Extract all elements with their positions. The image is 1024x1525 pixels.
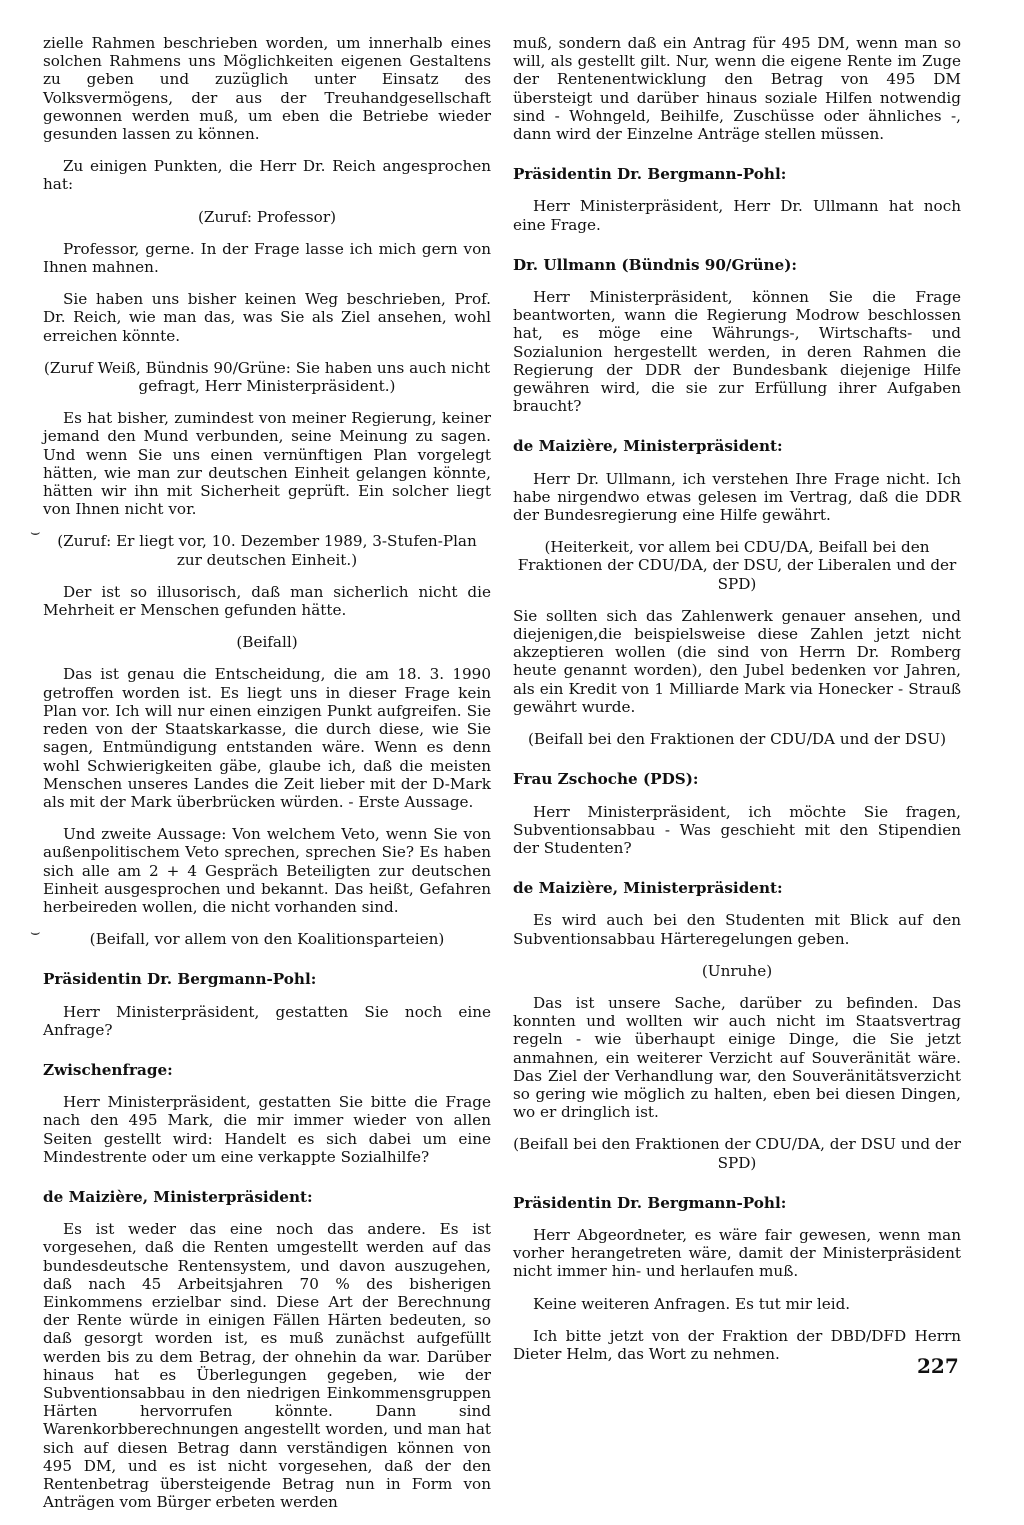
speaker-heading: Zwischenfrage:: [43, 1060, 173, 1079]
speaker-heading: Frau Zschoche (PDS):: [513, 770, 699, 789]
paragraph: Herr Ministerpräsident, gestatten Sie noch eine Anfrage?: [43, 1002, 491, 1039]
speaker-heading: Präsidentin Dr. Bergmann-Pohl:: [513, 1193, 787, 1212]
margin-mark: ⌣: [30, 922, 41, 941]
interjection: (Unruhe): [701, 961, 773, 980]
paragraph: Es ist weder das eine noch das andere. Es ist vorgesehen, daß die Renten umgestellt werden auf das bundesdeutsche Rentensystem, und davon auszugehen, daß nach 45 Arbeitsjahren 70 % des bisherigen Einkommens erzielbar sind. Diese Art der Berechnung der Rente würde in einigen Fällen Härten bedeuten, so daß gesorgt worden ist, es muß zunächst aufgefüllt werden bis zu dem Betrag, der ohnehin da war. Darüber hinaus hat es Überlegungen gegeben, wie der Subventionsabbau in den niedrigen Einkommensgruppen Härten hervorrufen könnte. Dann sind Warenkorbberechnungen angestellt worden, und man hat sich auf diesen Betrag dann verständigen können von 495 DM, und es ist nicht vorgesehen, daß der den Rentenbetrag übersteigende Betrag nun in Form von Anträgen vom Bürger erbeten werden: [43, 1220, 491, 1512]
margin-mark: ⌣: [30, 522, 41, 541]
left-column: [43, 34, 491, 1525]
interjection: (Zuruf: Er liegt vor, 10. Dezember 1989, 3-Stufen-Plan zur deutschen Einheit.): [57, 532, 477, 569]
interjection: (Zuruf: Professor): [197, 207, 336, 226]
paragraph: Ich bitte jetzt von der Fraktion der DBD/DFD Herrn Dieter Helm, das Wort zu nehmen.: [513, 1326, 961, 1363]
paragraph: Zu einigen Punkten, die Herr Dr. Reich angesprochen hat:: [43, 157, 491, 194]
interjection: (Beifall): [236, 633, 298, 652]
page-number: 227: [917, 1354, 959, 1378]
paragraph: muß, sondern daß ein Antrag für 495 DM, wenn man so will, als gestellt gilt. Nur, wenn die eigene Rente im Zuge der Rentenentwicklung den Betrag von 495 DM übersteigt und darüber hinaus soziale Hilfen notwendig sind - Wohngeld, Beihilfe, Zuschüsse oder ähnliches -, dann wird der Einzelne Anträge stellen müssen.: [513, 34, 961, 144]
paragraph: Sie haben uns bisher keinen Weg beschrieben, Prof. Dr. Reich, wie man das, was Sie als Ziel ansehen, wohl erreichen könnte.: [43, 290, 491, 345]
paragraph: Sie sollten sich das Zahlenwerk genauer ansehen, und diejenigen,die beispielsweise diese Zahlen jetzt nicht akzeptieren wollen (die sind von Herrn Dr. Romberg heute genannt worden), den Jubel bedenken vor Jahren, als ein Kredit von 1 Milliarde Mark via Honecker - Strauß gewährt wurde.: [513, 606, 961, 716]
paragraph: Herr Abgeordneter, es wäre fair gewesen, wenn man vorher herangetreten wäre, damit der Ministerpräsident nicht immer hin- und herlaufen muß.: [513, 1225, 961, 1281]
paragraph: Das ist unsere Sache, darüber zu befinden. Das konnten und wollten wir auch nicht im Staatsvertrag regeln - wie überhaupt einige Dinge, die Sie jetzt anmahnen, ein weiterer Verzicht auf Souveränität wäre. Das Ziel der Verhandlung war, den Souveränitätsverzicht so gering wie möglich zu halten, eben bei diesen Dingen, wo er dringlich ist.: [513, 993, 961, 1122]
paragraph: Das ist genau die Entscheidung, die am 18. 3. 1990 getroffen worden ist. Es liegt uns in dieser Frage kein Plan vor. Ich will nur einen einzigen Punkt aufgreifen. Sie reden von der Staatskarkasse, die durch diese, wie Sie sagen, Entmündigung entstanden wäre. Wenn es denn wohl Schwierigkeiten gäbe, glaube ich, daß die meisten Menschen unseres Landes die Zeit lieber mit der D-Mark als mit der Mark überbrücken würden. - Erste Aussage.: [43, 665, 491, 811]
speaker-heading: de Maizière, Ministerpräsident:: [513, 879, 783, 898]
paragraph: Der ist so illusorisch, daß man sicherlich nicht die Mehrheit er Menschen gefunden hätte.: [43, 582, 491, 620]
interjection: (Heiterkeit, vor allem bei CDU/DA, Beifall bei den Fraktionen der CDU/DA, der DSU, der Liberalen und der SPD): [517, 538, 957, 593]
paragraph: Und zweite Aussage: Von welchem Veto, wenn Sie von außenpolitischem Veto sprechen, sprechen Sie? Es haben sich alle am 2 + 4 Gespräch Beteiligten zur deutschen Einheit ausgesprochen und bekannt. Das heißt, Gefahren herbeireden wollen, die nicht vorhanden sind.: [43, 825, 491, 916]
interjection: (Beifall bei den Fraktionen der CDU/DA und der DSU): [527, 730, 947, 749]
speaker-heading: de Maizière, Ministerpräsident:: [513, 437, 783, 456]
paragraph: Keine weiteren Anfragen. Es tut mir leid.: [533, 1294, 851, 1313]
paragraph: Professor, gerne. In der Frage lasse ich mich gern von Ihnen mahnen.: [43, 239, 491, 277]
speaker-heading: Dr. Ullmann (Bündnis 90/Grüne):: [513, 255, 797, 274]
paragraph: zielle Rahmen beschrieben worden, um innerhalb eines solchen Rahmens uns Möglichkeiten eigenen Gestaltens zu geben und zuzüglich unter Einsatz des Volksvermögens, der aus der Treuhandgesellschaft gewonnen werden muß, um eben die Betriebe wieder gesunden lassen zu können.: [43, 34, 491, 144]
paragraph: Es hat bisher, zumindest von meiner Regierung, keiner jemand den Mund verbunden, seine Meinung zu sagen. Und wenn Sie uns einen vernünftigen Plan vorgelegt hätten, wie man zur deutschen Einheit gelangen könnte, hätten wir ihn mit Sicherheit geprüft. Ein solcher liegt von Ihnen nicht vor.: [43, 409, 491, 519]
speaker-heading: Präsidentin Dr. Bergmann-Pohl:: [513, 165, 787, 184]
interjection: (Zuruf Weiß, Bündnis 90/Grüne: Sie haben uns auch nicht gefragt, Herr Ministerpräsident.): [43, 358, 491, 396]
paragraph: Herr Ministerpräsident, ich möchte Sie fragen, Subventionsabbau - Was geschieht mit den Stipendien der Studenten?: [513, 802, 961, 857]
paragraph: Herr Ministerpräsident, können Sie die Frage beantworten, wann die Regierung Modrow beschlossen hat, es möge eine Währungs-, Wirtschafts- und Sozialunion hergestellt werden, in deren Rahmen die Regierung der DDR der Bundesbank diejenige Hilfe gewähren wird, die sie zur Erfüllung ihrer Aufgaben braucht?: [513, 288, 961, 416]
right-column: [513, 34, 961, 1377]
paragraph: Herr Dr. Ullmann, ich verstehen Ihre Frage nicht. Ich habe nirgendwo etwas gelesen im Vertrag, daß die DDR der Bundesregierung eine Hilfe gewährt.: [513, 469, 961, 525]
interjection: (Beifall bei den Fraktionen der CDU/DA, der DSU und der SPD): [513, 1135, 961, 1172]
paragraph: Es wird auch bei den Studenten mit Blick auf den Subventionsabbau Härteregelungen geben.: [513, 911, 961, 948]
speaker-heading: Präsidentin Dr. Bergmann-Pohl:: [43, 970, 317, 989]
interjection: (Beifall, vor allem von den Koalitionsparteien): [89, 930, 445, 949]
paragraph: Herr Ministerpräsident, gestatten Sie bitte die Frage nach den 495 Mark, die mir immer wieder von allen Seiten gestellt wird: Handelt es sich dabei um eine Mindestrente oder um eine verkappte Sozialhilfe?: [43, 1093, 491, 1166]
speaker-heading: de Maizière, Ministerpräsident:: [43, 1187, 313, 1206]
paragraph: Herr Ministerpräsident, Herr Dr. Ullmann hat noch eine Frage.: [513, 197, 961, 234]
